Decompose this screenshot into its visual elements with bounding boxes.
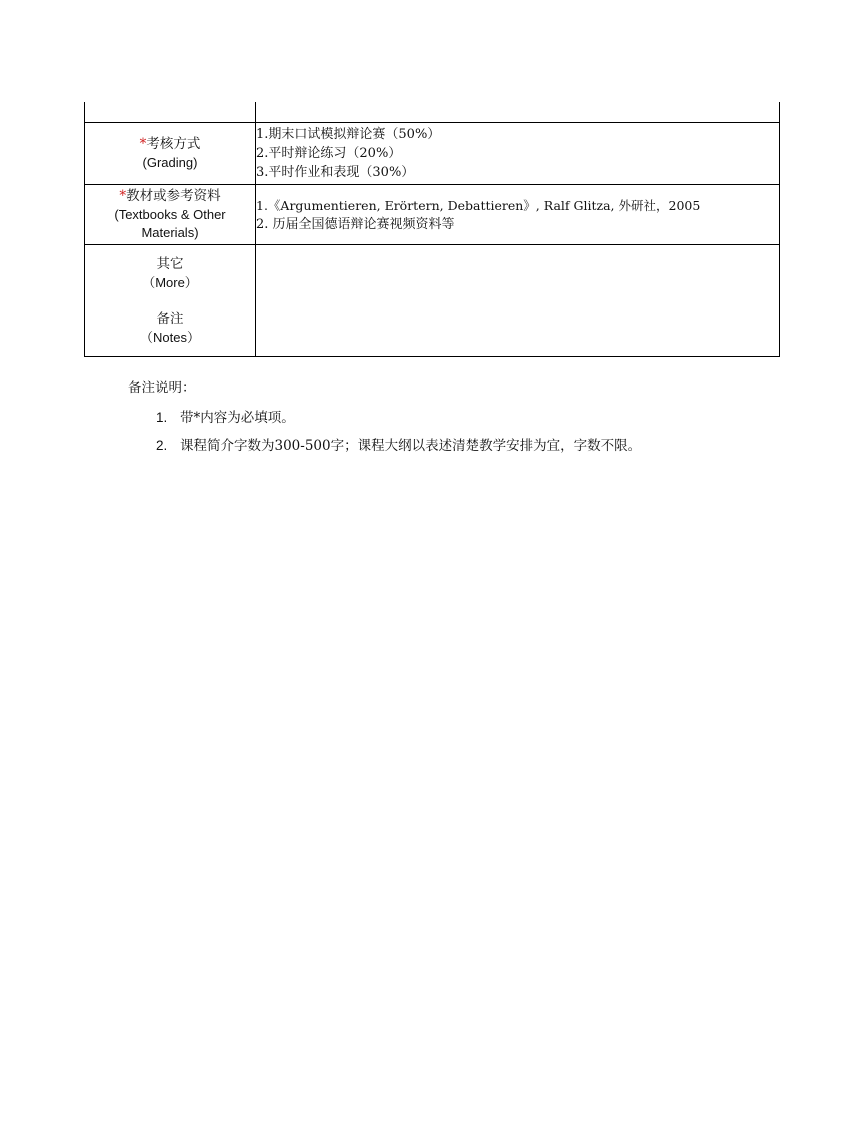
materials-content-cell xyxy=(256,185,780,245)
materials-label-zh: *教材或参考资料 xyxy=(119,188,221,204)
more-content-cell xyxy=(256,245,780,357)
grading-content-cell xyxy=(256,123,780,185)
more-label-cell xyxy=(85,245,256,357)
list-item xyxy=(128,408,808,428)
table-row-grading xyxy=(85,123,780,185)
grading-label-cell xyxy=(85,123,256,185)
continued-label-cell xyxy=(85,102,256,123)
list-item-text: 课程简介字数为300-500字；课程大纲以表述清楚教学安排为宜，字数不限。 xyxy=(180,438,642,454)
materials-label-en-line1: (Textbooks & Other xyxy=(114,207,226,222)
materials-item: 2. 历届全国德语辩论赛视频资料等 xyxy=(256,216,455,232)
list-item-number: 1. xyxy=(156,410,168,425)
required-mark: * xyxy=(119,188,127,204)
table-row-more xyxy=(85,245,780,357)
grading-label-en: (Grading) xyxy=(142,155,198,170)
materials-label-en-line2: Materials) xyxy=(141,225,199,240)
continued-content-cell xyxy=(256,102,780,123)
required-mark: * xyxy=(139,136,147,152)
notes-label-en: （Notes） xyxy=(140,329,200,345)
more-label-en: （More） xyxy=(142,274,198,290)
notes-section xyxy=(128,378,808,464)
notes-list xyxy=(128,408,808,456)
grading-item: 2.平时辩论练习（20%） xyxy=(256,146,402,161)
course-info-table xyxy=(84,102,780,357)
label-gap xyxy=(85,292,255,310)
grading-label-zh: *考核方式 xyxy=(139,136,201,152)
table-row-materials xyxy=(85,185,780,245)
notes-title: 备注说明： xyxy=(128,380,196,396)
materials-label-cell xyxy=(85,185,256,245)
more-label-zh: 其它 xyxy=(156,255,184,272)
list-item xyxy=(128,436,808,456)
grading-item: 1.期末口试模拟辩论赛（50%） xyxy=(256,127,441,142)
list-item-number: 2. xyxy=(156,438,168,453)
table-row-continued xyxy=(85,102,780,123)
materials-item: 1.《Argumentieren, Erörtern, Debattieren》, Ralf Glitza, 外研社，2005 xyxy=(256,197,701,213)
notes-label-zh: 备注 xyxy=(156,310,184,327)
list-item-text: 带*内容为必填项。 xyxy=(180,410,295,426)
grading-item: 3.平时作业和表现（30%） xyxy=(256,165,415,180)
